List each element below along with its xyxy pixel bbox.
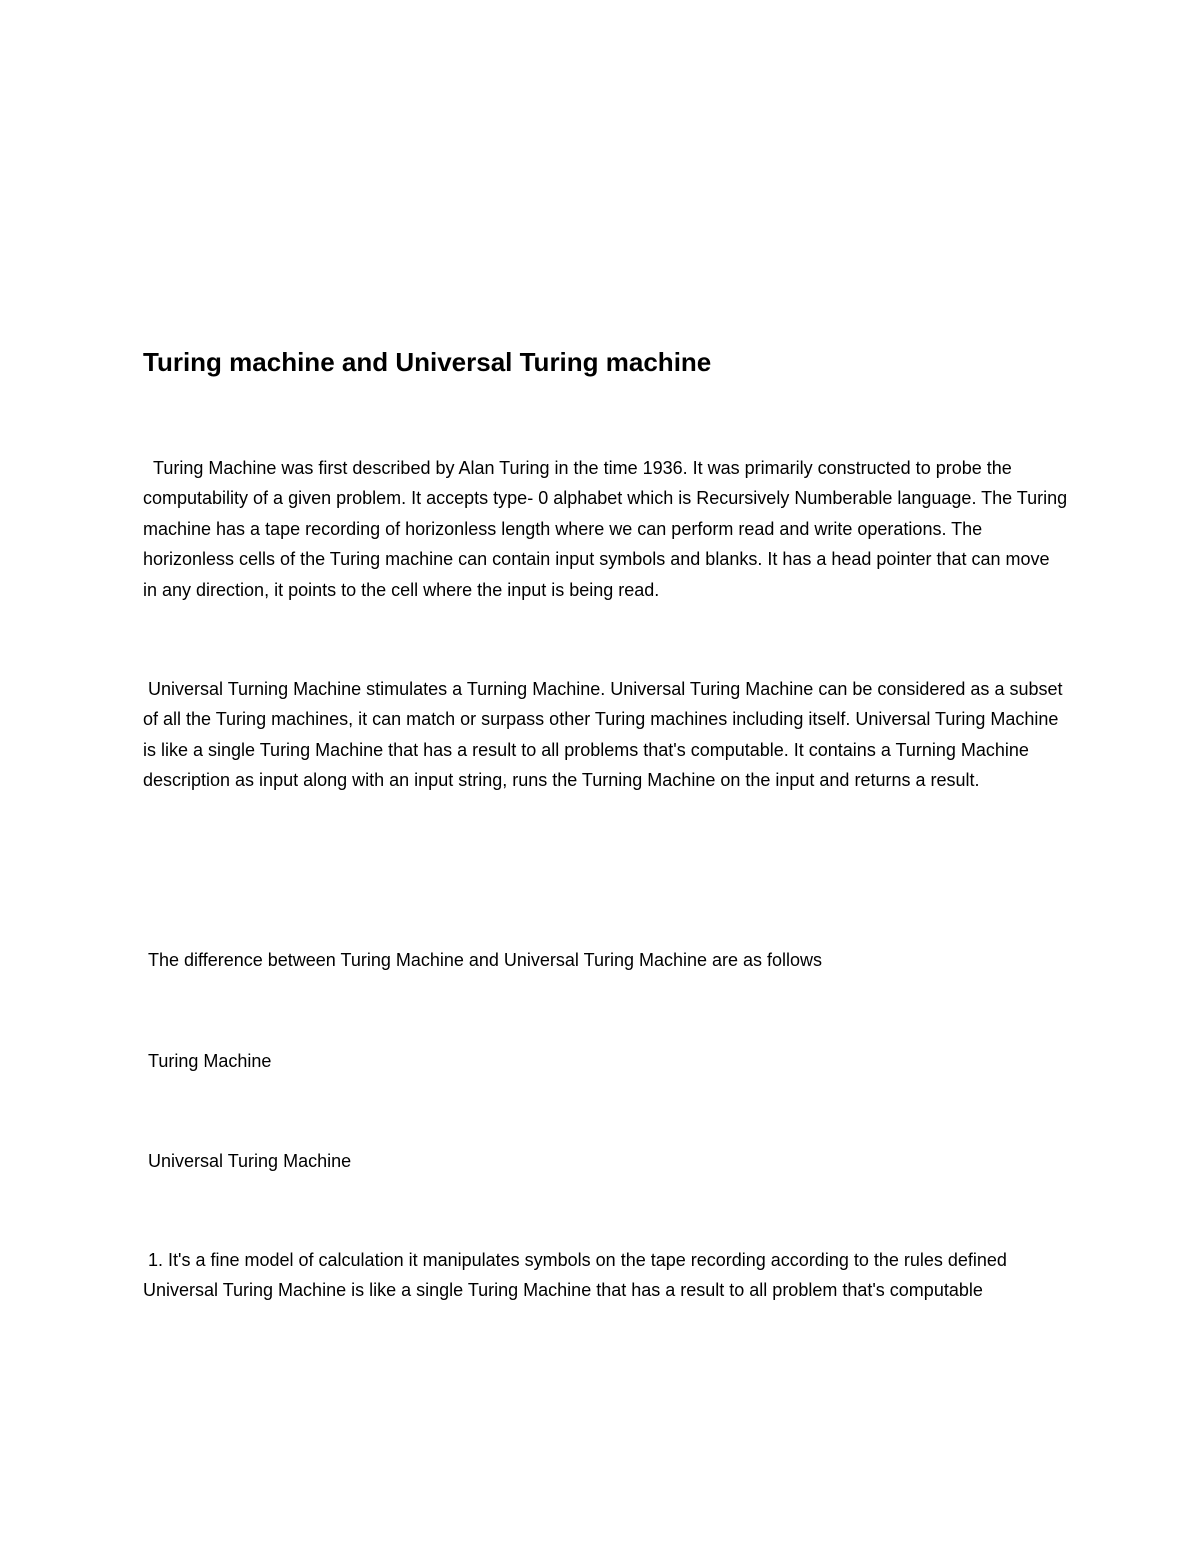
- paragraph-turing-machine-intro: Turing Machine was first described by Alan Turing in the time 1936. It was primarily constructed to probe the computability of a given problem. It accepts type- 0 alphabet which is Recursively Numberable language. The Turing machine has a tape recording of horizonless length where we can perform read and write operations. The horizonless cells of the Turing machine can contain input symbols and blanks. It has a head pointer that can move in any direction, it points to the cell where the input is being read.: [143, 458, 1073, 600]
- label-universal-turing-machine: Universal Turing Machine: [143, 1151, 352, 1171]
- paragraph-universal-turing-machine: Universal Turning Machine stimulates a Turning Machine. Universal Turing Machine can be considered as a subset of all the Turing machines, it can match or surpass other Turing machines including itself. Universal Turing Machine is like a single Turing Machine that has a result to all problems that's computable. It contains a Turning Machine description as input along with an input string, runs the Turning Machine on the input and returns a result.: [143, 679, 1068, 791]
- document-title: Turing machine and Universal Turing machine: [143, 347, 712, 377]
- paragraph-difference-heading: The difference between Turing Machine and Universal Turing Machine are as follows: [143, 950, 823, 970]
- paragraph-difference-point-1: 1. It's a fine model of calculation it manipulates symbols on the tape recording according to the rules defined Universal Turing Machine is like a single Turing Machine that has a result to all problem that's computable: [143, 1250, 1012, 1301]
- label-turing-machine: Turing Machine: [143, 1051, 272, 1071]
